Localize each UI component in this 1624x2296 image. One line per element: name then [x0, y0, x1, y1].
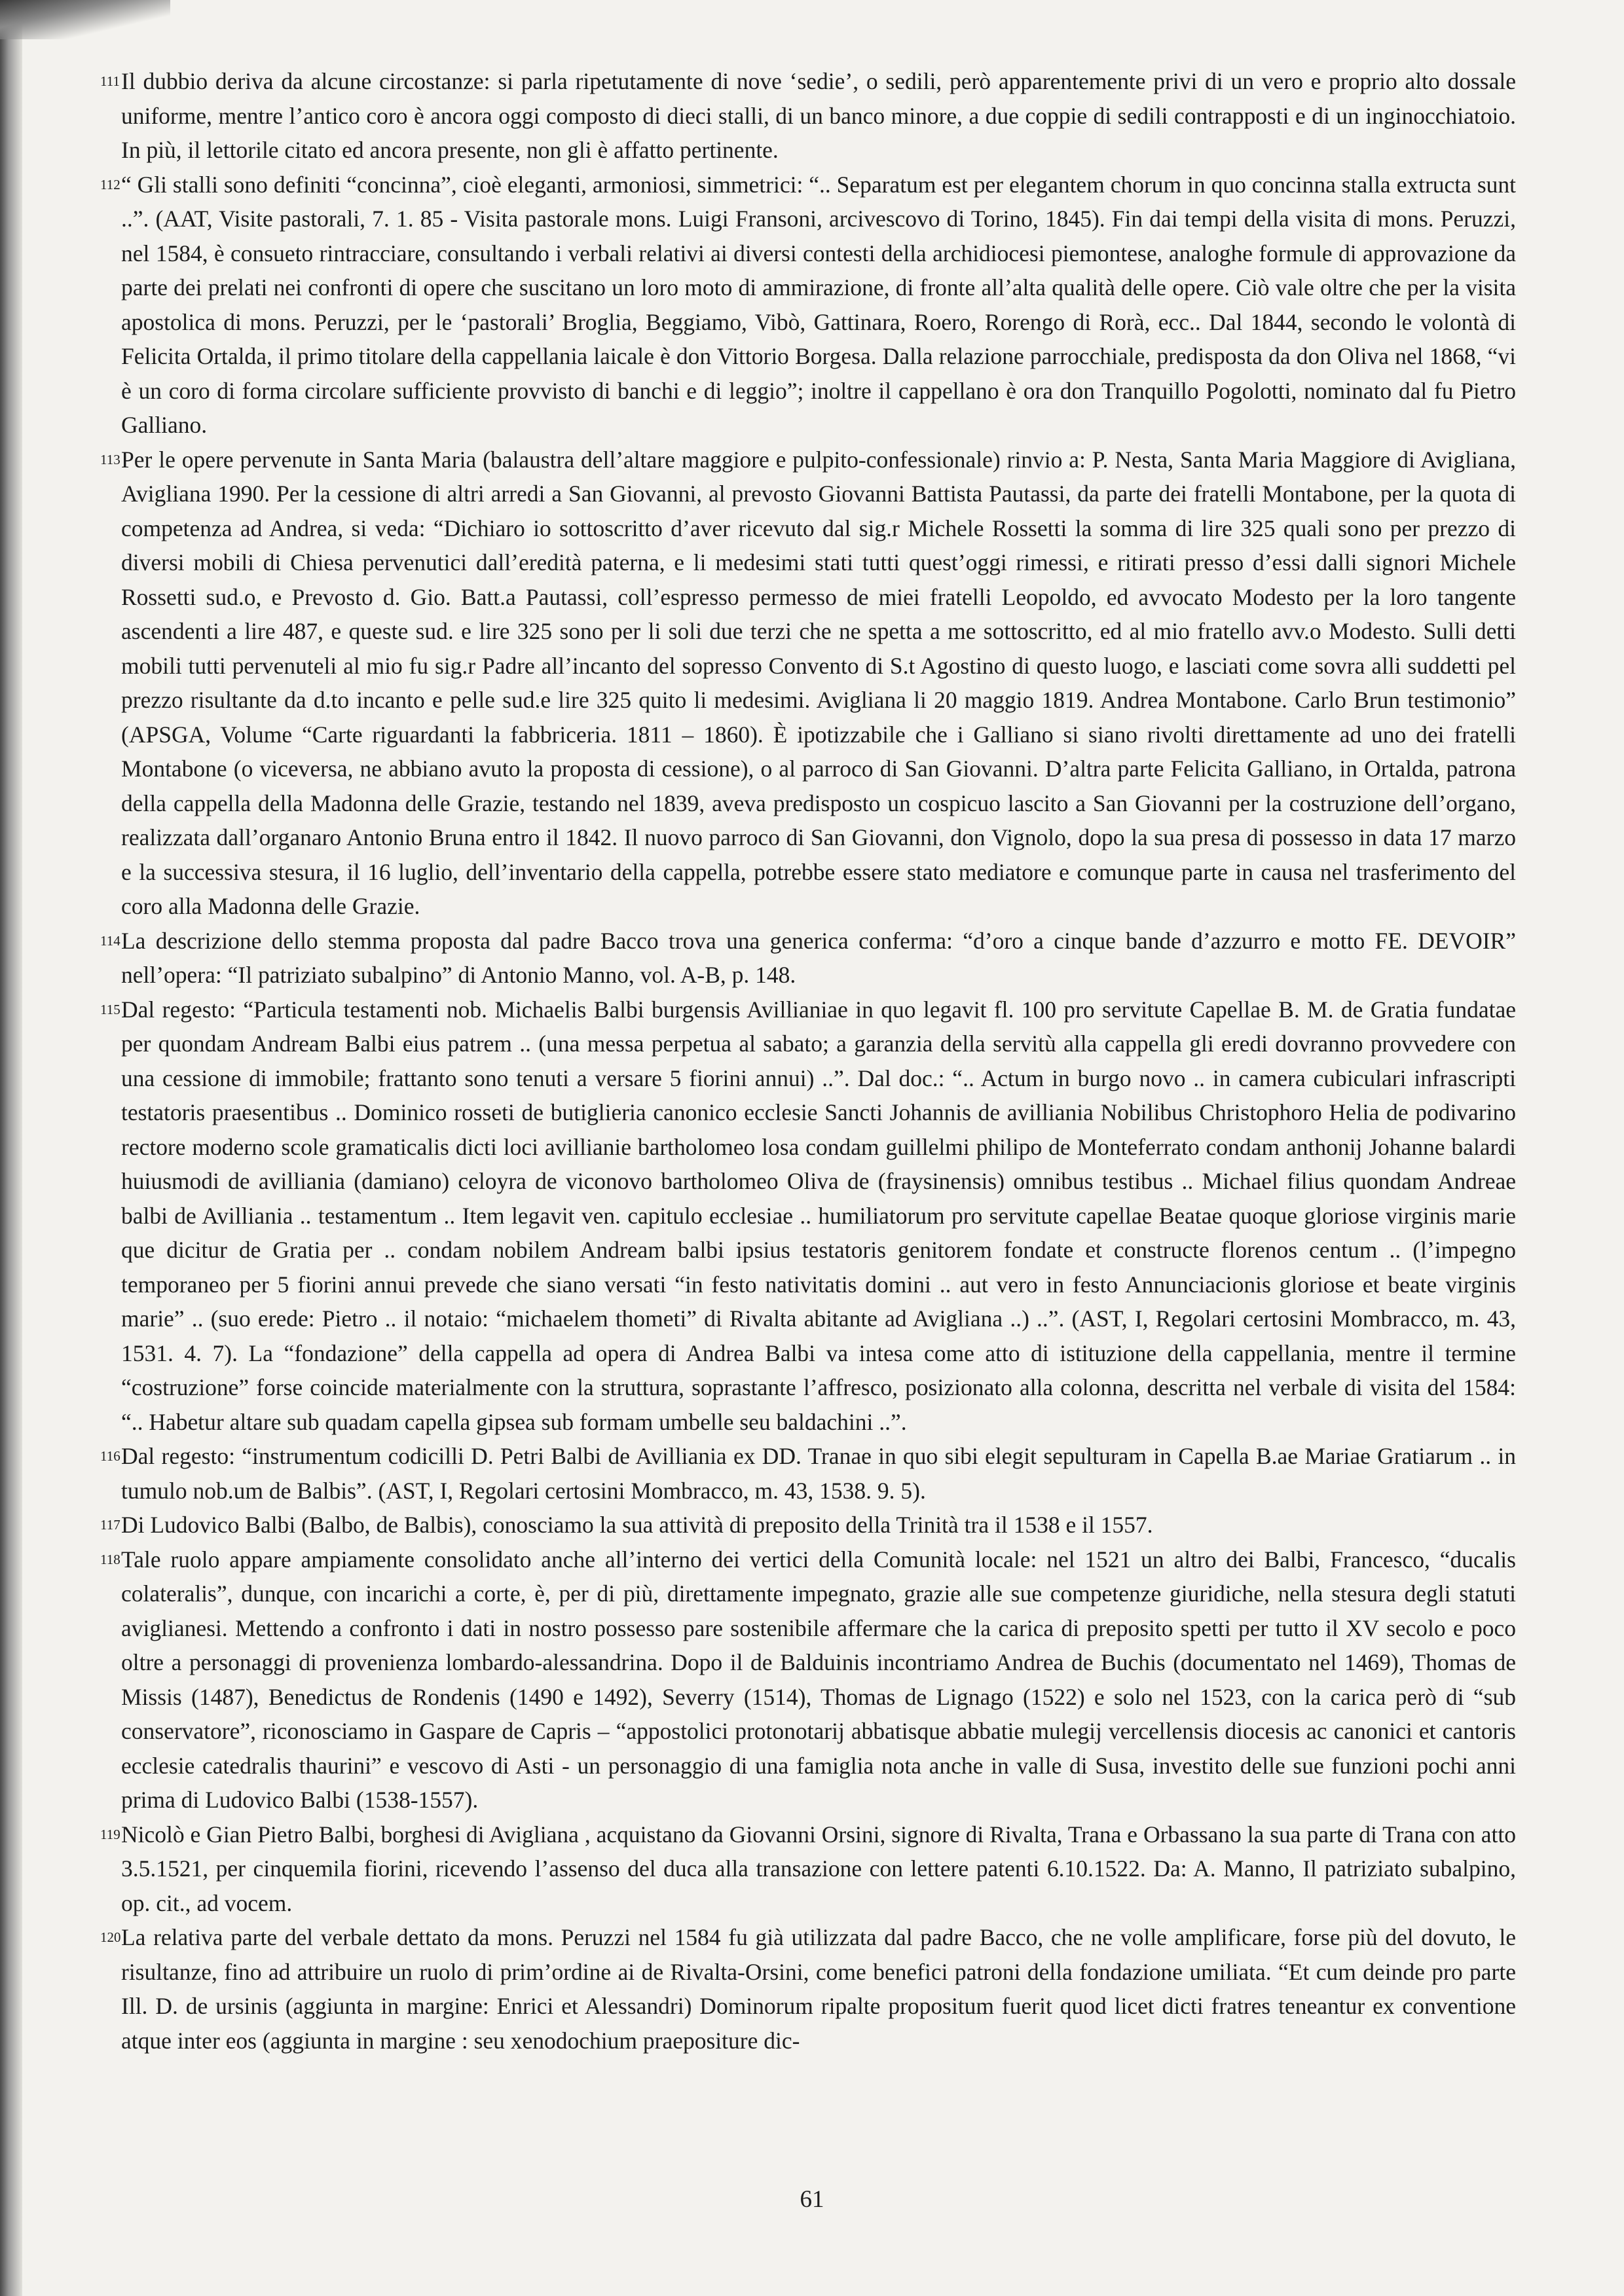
footnotes — [100, 64, 1516, 2058]
footnote-text: La descrizione dello stemma proposta dal padre Bacco trova una generica conferma: “d’oro a cinque bande d’azzurro e motto FE. DEVOIR” nell’opera: “Il patriziato subalpino” di Antonio Manno, vol. A-B, p. 148. — [121, 927, 1516, 988]
footnote-text: Tale ruolo appare ampiamente consolidato anche all’interno dei vertici della Comunità locale: nel 1521 un altro dei Balbi, Francesco, “ducalis colateralis”, dunque, con incarichi a corte, è, per di più, direttamente impegnato, grazie alle sue competenze giuridiche, nella stesura degli statuti aviglianesi. Mettendo a confronto i dati in nostro possesso pare sostenibile affermare che la carica di preposito spetti per tutto il XV secolo e poco oltre a personaggi di provenienza lombardo-alessandrina. Dopo il de Balduinis incontriamo Andrea de Buchis (documentato nel 1469), Thomas de Missis (1487), Benedictus de Rondenis (1490 e 1492), Severry (1514), Thomas de Lignago (1522) e solo nel 1523, con la carica però di “sub conservatore”, riconosciamo in Gaspare de Capris – “appostolici protonotarij abbatisque abbatie mulegij vercellensis diocesis ac canonici et cantoris ecclesie catedralis thaurini” e vescovo di Asti - un personaggio di una famiglia nota anche in valle di Susa, investito delle sue funzioni pochi anni prima di Ludovico Balbi (1538-1557). — [121, 1546, 1516, 1813]
footnote-number: 117 — [100, 1517, 120, 1533]
footnote-text: Dal regesto: “instrumentum codicilli D. Petri Balbi de Avilliania ex DD. Tranae in quo sibi elegit sepulturam in Capella B.ae Mariae Gratiarum .. in tumulo nob.um de Balbis”. (AST, I, Regolari certosini Mombracco, m. 43, 1538. 9. 5). — [121, 1443, 1516, 1504]
footnote-118 — [100, 1542, 1516, 1817]
footnote-text: Nicolò e Gian Pietro Balbi, borghesi di Avigliana , acquistano da Giovanni Orsini, signore di Rivalta, Trana e Orbassano la sua parte di Trana con atto 3.5.1521, per cinquemila fiorini, ricevendo l’assenso del duca alla transazione con lettere patenti 6.10.1522. Da: A. Manno, Il patriziato subalpino, op. cit., ad vocem. — [121, 1821, 1516, 1916]
footnote-117 — [100, 1508, 1516, 1542]
footnote-114 — [100, 924, 1516, 993]
footnote-119 — [100, 1817, 1516, 1921]
footnote-number: 112 — [100, 176, 120, 192]
footnote-number: 115 — [100, 1001, 120, 1017]
page-corner-shadow — [0, 0, 170, 39]
footnote-text: Il dubbio deriva da alcune circostanze: si parla ripetutamente di nove ‘sedie’, o sedili, però apparentemente privi di un vero e proprio alto dossale uniforme, mentre l’antico coro è ancora oggi composto di dieci stalli, di un banco minore, a due coppie di sedili contrapposti e di un inginocchiatoio. In più, il lettorile citato ed ancora presente, non gli è affatto pertinente. — [121, 68, 1516, 163]
footnote-number: 111 — [100, 73, 120, 89]
footnote-number: 113 — [100, 451, 120, 467]
footnote-number: 118 — [100, 1551, 120, 1567]
footnote-number: 120 — [100, 1929, 121, 1945]
footnote-116 — [100, 1439, 1516, 1508]
footnote-text: “ Gli stalli sono definiti “concinna”, cioè eleganti, armoniosi, simmetrici: “.. Separatum est per elegantem chorum in quo concinna stalla extructa sunt ..”. (AAT, Visite pastorali, 7. 1. 85 - Visita pastorale mons. Luigi Fransoni, arcivescovo di Torino, 1845). Fin dai tempi della visita di mons. Peruzzi, nel 1584, è consueto rintracciare, consultando i verbali relativi ai diversi contesti della archidiocesi piemontese, analoghe formule di approvazione da parte dei prelati nei confronti di opere che suscitano un loro moto di ammirazione, di fronte all’alta qualità delle opere. Ciò vale oltre che per la visita apostolica di mons. Peruzzi, per le ‘pastorali’ Broglia, Beggiamo, Vibò, Gattinara, Roero, Rorengo di Rorà, ecc.. Dal 1844, secondo le volontà di Felicita Ortalda, il primo titolare della cappellania laicale è don Vittorio Borgesa. Dalla relazione parrocchiale, predisposta da don Oliva nel 1868, “vi è un coro di forma circolare sufficiente provvisto di banchi e di leggio”; inoltre il cappellano è ora don Tranquillo Pogolotti, nominato dal fu Pietro Galliano. — [121, 171, 1516, 438]
footnote-112 — [100, 168, 1516, 443]
footnote-111 — [100, 64, 1516, 168]
footnote-113 — [100, 443, 1516, 924]
footnote-text: Dal regesto: “Particula testamenti nob. Michaelis Balbi burgensis Avillianiae in quo legavit fl. 100 pro servitute Capellae B. M. de Gratia fundatae per quondam Andream Balbi eius patrem .. (una messa perpetua al sabato; a garanzia della servitù alla cappella gli eredi dovranno provvedere con una cessione di immobile; frattanto sono tenuti a versare 5 fiorini annui) ..”. Dal doc.: “.. Actum in burgo novo .. in camera cubicularі infrascripti testatoris praesentibus .. Dominico rosseti de butiglieria canonico ecclesie Sancti Johannis de avilliania Nobilibus Christophoro Helia de podivarino rectore moderno scole gramaticalis dicti loci avillianie bartholomeo losa condam guillelmi philipo de Monteferrato condam anthonij Johanne balardi huiusmodi de avilliania (damiano) celoyra de viconovo bartholomeo Oliva de (fraysinensis) omnibus testibus .. Michael filius quondam Andreae balbi de Avilliania .. testamentum .. Item legavit ven. capitulo ecclesiae .. humiliatorum pro servitute capellae Beatae quoque gloriose virginis marie que dicitur de Gratia per .. condam nobilem Andream balbi ipsius testatoris genitorem fondate et constructe florenos centum .. (l’impegno temporaneo per 5 fiorini annui prevede che siano versati “in festo nativitatis domini .. aut vero in festo Annunciacionis gloriose et beate virginis marie” .. (suo erede: Pietro .. il notaio: “michaelem thometi” di Rivalta abitante ad Avigliana ..) ..”. (AST, I, Regolari certosini Mombracco, m. 43, 1531. 4. 7). La “fondazione” della cappella ad opera di Andrea Balbi va intesa come atto di istituzione della cappellania, mentre il termine “costruzione” forse coincide materialmente con la struttura, soprastante l’affresco, posizionato alla colonna, descritta nel verbale di visita del 1584: “.. Habetur altare sub quadam capella gipsea sub formam umbelle seu baldachini ..”. — [121, 996, 1516, 1435]
page-number: 61 — [800, 2186, 824, 2213]
footnote-text: Di Ludovico Balbi (Balbo, de Balbis), conosciamo la sua attività di preposito della Trinità tra il 1538 e il 1557. — [121, 1512, 1153, 1538]
footnote-text: Per le opere pervenute in Santa Maria (balaustra dell’altare maggiore e pulpito-confessionale) rinvio a: P. Nesta, Santa Maria Maggiore di Avigliana, Avigliana 1990. Per la cessione di altri arredi a San Giovanni, al prevosto Giovanni Battista Pautassi, da parte dei fratelli Montabone, per la quota di competenza ad Andrea, si veda: “Dichiaro io sottoscritto d’aver ricevuto dal sig.r Michele Rossetti la somma di lire 325 quali sono per prezzo di diversi mobili di Chiesa pervenutici dall’eredità paterna, e li medesimi stati tutti quest’oggi rimessi, e ritirati presso d’essi dalli signori Michele Rossetti sud.o, e Prevosto d. Gio. Batt.a Pautassi, coll’espresso permesso de miei fratelli Leopoldo, ed avvocato Modesto per la loro tangente ascendenti a lire 487, e queste sud. e lire 325 sono per li soli due terzi che ne spetta a me sottoscritto, ed al mio fratello avv.o Modesto. Sulli detti mobili tutti pervenuteli al mio fu sig.r Padre all’incanto del sopresso Convento di S.t Agostino di questo luogo, e lasciati come sovra alli suddetti pel prezzo risultante da d.to incanto e pelle sud.e lire 325 quito li medesimi. Avigliana li 20 maggio 1819. Andrea Montabone. Carlo Brun testimonio” (APSGA, Volume “Carte riguardanti la fabbriceria. 1811 – 1860). È ipotizzabile che i Galliano si siano rivolti direttamente ad uno dei fratelli Montabone (o viceversa, ne abbiano avuto la proposta di cessione), o al parroco di San Giovanni. D’altra parte Felicita Galliano, in Ortalda, patrona della cappella della Madonna delle Grazie, testando nel 1839, aveva predisposto un cospicuo lascito a San Giovanni per la costruzione dell’organo, realizzata dall’organaro Antonio Bruna entro il 1842. Il nuovo parroco di San Giovanni, don Vignolo, dopo la sua presa di possesso in data 17 marzo e la successiva stesura, il 16 luglio, dell’inventario della cappella, potrebbe essere stato mediatore e comunque parte in causa nel trasferimento del coro alla Madonna delle Grazie. — [121, 446, 1516, 919]
page-binding-shadow — [0, 0, 22, 2296]
footnote-number: 116 — [100, 1448, 120, 1464]
footnote-number: 119 — [100, 1826, 120, 1842]
footnote-115 — [100, 993, 1516, 1440]
footnote-text: La relativa parte del verbale dettato da mons. Peruzzi nel 1584 fu già utilizzata dal padre Bacco, che ne volle amplificare, forse più del dovuto, le risultanze, fino ad attribuire un ruolo di prim’ordine ai de Rivalta-Orsini, come benefici patroni della fondazione umiliata. “Et cum deinde pro parte Ill. D. de ursinis (aggiunta in margine: Enrici et Alessandri) Dominorum ripalte propositum fuerit quod licet dicti fratres teneantur ex conventione atque inter eos (aggiunta in margine : seu xenodochium praepositure dic- — [121, 1924, 1516, 2054]
footnote-120 — [100, 1920, 1516, 2058]
footnote-number: 114 — [100, 932, 120, 949]
